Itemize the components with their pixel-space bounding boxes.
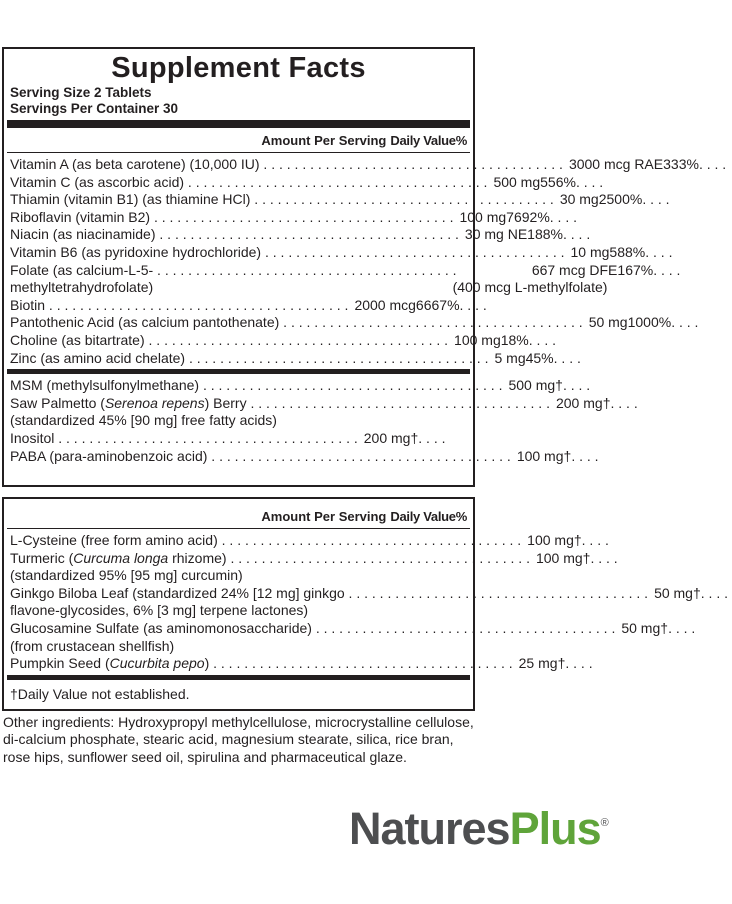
- other-ingredients: Other ingredients: Hydroxypropyl methylcellulose, microcrystalline cellulose, di-calcium phosphate, stearic acid, magnesium stearate, silica, rice bran, rose hips, sunflower seed oil, spirulina and pharmaceutical glaze.: [3, 714, 474, 765]
- amount-header-2: Amount Per Serving: [261, 509, 387, 524]
- nutrient-name-line: Thiamin (vitamin B1) (as thiamine HCl) . . . . . . . . . . . . . . . . . . . . . . . . . . . . . . . . . . . . . . .: [10, 191, 554, 208]
- nutrient-amount: [358, 430, 411, 448]
- dv-dots: . . . .: [581, 532, 613, 548]
- nutrient-name-line: [10, 655, 513, 673]
- amount-text: 2000 mcg: [354, 296, 416, 313]
- nutrient-name: [10, 620, 615, 655]
- daily-value: [527, 226, 594, 244]
- nutrient-name-line-2: (standardized 95% [95 mg] curcumin): [10, 567, 243, 584]
- daily-value: [660, 620, 699, 638]
- nutrient-name-line: [10, 395, 550, 413]
- leader-dots: . . . . . . . . . . . . . . . . . . . . . . . . . . . . . . . . . . . . . . .: [153, 261, 457, 278]
- name-italic: Curcuma longa: [73, 549, 169, 566]
- daily-value: [555, 377, 594, 395]
- servings-per-container: Servings Per Container 30: [10, 101, 179, 116]
- name-text: Pumpkin Seed (: [10, 655, 110, 672]
- daily-value: [416, 297, 491, 315]
- daily-value: [501, 332, 560, 350]
- name-italic: Cucurbita pepo: [109, 655, 205, 672]
- footnote: †Daily Value not established.: [10, 685, 190, 702]
- name-italic: Serenoa repens: [104, 394, 205, 411]
- amount-text: 500 mg: [493, 173, 541, 190]
- amount-text: 200 mg: [555, 394, 603, 411]
- nutrient-amount: [530, 550, 583, 568]
- nutrient-name-line: Niacin (as niacinamide) . . . . . . . . . . . . . . . . . . . . . . . . . . . . . . . . . . . . . . .: [10, 226, 459, 243]
- daily-value: [558, 655, 597, 673]
- daily-value: [564, 448, 603, 466]
- daily-value: [574, 532, 613, 550]
- dv-value: 333%: [663, 156, 699, 172]
- name-text: ): [204, 655, 210, 672]
- nutrient-name: [10, 448, 511, 466]
- dv-value: 188%: [527, 226, 563, 243]
- leader-dots: . . . . . . . . . . . . . . . . . . . . . . . . . . . . . . . . . . . . . . .: [45, 296, 349, 313]
- dv-dots: . . . .: [528, 331, 560, 348]
- dv-value: †: [660, 619, 669, 636]
- nutrient-amount: [513, 655, 558, 673]
- nutrient-name: [10, 244, 565, 262]
- nutrient-name-line: Choline (as bitartrate) . . . . . . . . . . . . . . . . . . . . . . . . . . . . . . . . . . . . . . .: [10, 331, 449, 348]
- nutrient-name: [10, 156, 563, 174]
- name-text: ) Berry: [204, 394, 247, 411]
- leader-dots: . . . . . . . . . . . . . . . . . . . . . . . . . . . . . . . . . . . . . . .: [246, 394, 550, 411]
- nutrient-row: [10, 655, 597, 673]
- amount-text: 200 mg: [363, 429, 411, 446]
- daily-value: [506, 209, 581, 227]
- divider-thick: [7, 120, 470, 128]
- dv-dots: . . . .: [549, 208, 581, 225]
- nutrient-row: [10, 208, 581, 227]
- dv-value: †: [602, 394, 611, 411]
- daily-value: [603, 395, 642, 413]
- nutrient-name-line: Vitamin A (as beta carotene) (10,000 IU) . . . . . . . . . . . . . . . . . . . . . . . . . . . . . . . . . . . . . . .: [10, 156, 563, 172]
- nutrient-row: [10, 261, 685, 297]
- leader-dots: . . . . . . . . . . . . . . . . . . . . . . . . . . . . . . . . . . . . . . .: [150, 208, 454, 225]
- daily-value: [410, 430, 467, 448]
- daily-value: [663, 156, 730, 174]
- nutrient-row: [10, 173, 608, 192]
- dv-dots: . . . .: [418, 429, 450, 446]
- dv-dots: . . . .: [668, 619, 700, 636]
- amount-text: 50 mg: [588, 314, 628, 331]
- leader-dots: . . . . . . . . . . . . . . . . . . . . . . . . . . . . . . . . . . . . . . .: [311, 619, 616, 636]
- dv-value: †: [557, 655, 566, 672]
- dv-dots: . . . .: [571, 447, 603, 464]
- dv-value: †: [582, 549, 591, 566]
- nutrient-name: [10, 550, 530, 585]
- nutrient-row: [10, 226, 595, 244]
- dv-dots: . . . .: [671, 314, 703, 331]
- dv-value: †: [410, 429, 419, 446]
- dv-value: 7692%: [506, 208, 550, 225]
- daily-value: [617, 262, 684, 280]
- nutrient-name: [10, 332, 448, 350]
- amount-text: 30 mg: [559, 191, 599, 208]
- name-text: Turmeric (: [10, 549, 74, 566]
- amount-text: 10 mg: [570, 243, 610, 260]
- nutrient-amount: [563, 156, 663, 174]
- leader-dots: . . . . . . . . . . . . . . . . . . . . . . . . . . . . . . . . . . . . . . .: [209, 655, 513, 672]
- nutrient-name-line: Biotin . . . . . . . . . . . . . . . . . . . . . . . . . . . . . . . . . . . . . . .: [10, 296, 349, 313]
- leader-dots: . . . . . . . . . . . . . . . . . . . . . . . . . . . . . . . . . . . . . . .: [217, 532, 522, 548]
- nutrient-name: [10, 191, 554, 209]
- panel-title: Supplement Facts: [111, 52, 366, 84]
- dv-value: 556%: [540, 173, 576, 190]
- nutrient-amount: [521, 532, 574, 550]
- nutrient-row: [10, 447, 603, 466]
- nutrient-row: [10, 296, 491, 315]
- nutrient-amount: [615, 620, 660, 638]
- dv-header: %Daily Value: [390, 133, 467, 148]
- nutrient-amount: [459, 226, 527, 244]
- nutrient-amount: [550, 395, 603, 413]
- name-text: Saw Palmetto (: [10, 394, 105, 411]
- brand-logo: [349, 803, 608, 855]
- leader-dots: . . . . . . . . . . . . . . . . . . . . . . . . . . . . . . . . . . . . . . .: [226, 549, 530, 566]
- nutrient-row: [10, 314, 703, 332]
- dv-dots: . . . .: [645, 243, 677, 260]
- nutrient-name-line-2: (from crustacean shellfish): [10, 637, 175, 654]
- nutrient-amount: [502, 377, 555, 395]
- herbal-list: [4, 529, 732, 675]
- nutrient-name: [10, 532, 521, 550]
- nutrient-name-line-2: (standardized 45% [90 mg] free fatty acids): [10, 412, 277, 429]
- name-text: rhizome): [168, 549, 227, 566]
- nutrient-amount: [511, 448, 564, 466]
- leader-dots: . . . . . . . . . . . . . . . . . . . . . . . . . . . . . . . . . . . . . . .: [144, 331, 449, 348]
- nutrient-name: [10, 377, 502, 395]
- nutrient-name-line: Riboflavin (vitamin B2) . . . . . . . . . . . . . . . . . . . . . . . . . . . . . . . . . . . . . . .: [10, 208, 454, 225]
- dv-dots: . . . .: [700, 584, 732, 601]
- nutrient-name-line: Folate (as calcium-L-5- . . . . . . . . . . . . . . . . . . . . . . . . . . . . . . . . . . . . . . .: [10, 261, 457, 278]
- amount-text: 30 mg NE: [464, 226, 528, 243]
- nutrient-amount: [452, 261, 618, 297]
- nutrient-name-line-2: methyltetrahydrofolate): [10, 279, 154, 296]
- nutrient-name: [10, 585, 648, 620]
- dv-dots: . . . .: [590, 549, 622, 566]
- nutrient-amount: [648, 585, 693, 603]
- logo-natures: Natures: [349, 803, 510, 854]
- nutrient-row: [10, 532, 613, 550]
- daily-value: [526, 350, 585, 368]
- dv-dots: . . . .: [459, 296, 491, 313]
- leader-dots: . . . . . . . . . . . . . . . . . . . . . . . . . . . . . . . . . . . . . . .: [279, 314, 583, 331]
- dv-dots: . . . .: [610, 394, 642, 411]
- nutrient-row: [10, 331, 560, 350]
- nutrient-amount: [453, 209, 506, 227]
- nutrient-row: [10, 549, 622, 585]
- dv-value: 588%: [609, 243, 646, 260]
- daily-value: [609, 244, 676, 262]
- nutrient-row: [10, 430, 467, 448]
- dv-dots: . . . .: [565, 655, 597, 672]
- nutrient-name-line: Glucosamine Sulfate (as aminomonosaccharide) . . . . . . . . . . . . . . . . . . . . . . . . . . . . . . . . . . . . . . .: [10, 619, 616, 636]
- leader-dots: . . . . . . . . . . . . . . . . . . . . . . . . . . . . . . . . . . . . . . .: [344, 584, 649, 601]
- leader-dots: . . . . . . . . . . . . . . . . . . . . . . . . . . . . . . . . . . . . . . .: [184, 173, 488, 190]
- amount-note: (400 mcg L-methylfolate): [452, 279, 608, 296]
- amount-text: 3000 mcg RAE: [568, 156, 664, 172]
- daily-value: [693, 585, 732, 603]
- nutrient-name: [10, 262, 457, 297]
- amount-text: 100 mg: [527, 532, 574, 548]
- column-header: [4, 128, 473, 152]
- other-nutrients-list: [4, 374, 642, 467]
- logo-registered: ®: [600, 817, 608, 829]
- nutrient-amount: [488, 350, 525, 368]
- dv-value: 167%: [617, 261, 654, 278]
- serving-size: Serving Size 2 Tablets: [10, 85, 152, 100]
- nutrient-amount: [487, 174, 540, 192]
- amount-text: 5 mg: [494, 349, 526, 366]
- amount-text: 100 mg: [516, 447, 564, 464]
- dv-dots: . . . .: [562, 226, 595, 243]
- nutrient-name: [10, 350, 488, 368]
- nutrient-name: [10, 209, 453, 227]
- nutrient-row: [10, 349, 585, 368]
- daily-value: [583, 550, 622, 568]
- dv-value: 6667%: [415, 296, 460, 313]
- nutrient-amount: [348, 297, 415, 315]
- nutrient-amount: [448, 332, 501, 350]
- dv-dots: . . . .: [575, 173, 608, 190]
- daily-value: [628, 314, 703, 332]
- leader-dots: . . . . . . . . . . . . . . . . . . . . . . . . . . . . . . . . . . . . . . .: [185, 349, 489, 366]
- nutrient-row: [10, 619, 700, 655]
- nutrient-name: [10, 430, 358, 448]
- nutrient-name: [10, 655, 513, 673]
- amount-text: 100 mg: [535, 549, 583, 566]
- dv-dots: . . . .: [653, 261, 685, 278]
- dv-header-2: %Daily Value: [390, 509, 467, 524]
- daily-value: [599, 191, 674, 209]
- leader-dots: . . . . . . . . . . . . . . . . . . . . . . . . . . . . . . . . . . . . . . .: [54, 429, 358, 446]
- nutrient-name: [10, 226, 459, 244]
- nutrient-amount: [583, 314, 628, 332]
- nutrient-name: [10, 297, 348, 315]
- dv-value: 2500%: [598, 191, 643, 208]
- daily-value: [540, 174, 607, 192]
- dv-dots: . . . .: [698, 156, 731, 172]
- dv-value: †: [573, 532, 582, 548]
- nutrient-row: [10, 377, 595, 395]
- amount-text: 50 mg: [654, 584, 693, 601]
- supplement-facts-panel-2: [2, 497, 732, 711]
- nutrient-row: [10, 584, 732, 620]
- dv-value: 45%: [525, 349, 554, 366]
- nutrient-name-line: Inositol . . . . . . . . . . . . . . . . . . . . . . . . . . . . . . . . . . . . . . .: [10, 429, 358, 446]
- nutrient-name-line: [10, 550, 530, 568]
- leader-dots: . . . . . . . . . . . . . . . . . . . . . . . . . . . . . . . . . . . . . . .: [199, 377, 503, 394]
- dv-value: †: [555, 377, 563, 394]
- nutrient-amount: [554, 191, 599, 209]
- nutrient-name-line: L-Cysteine (free form amino acid) . . . . . . . . . . . . . . . . . . . . . . . . . . . . . . . . . . . . . . .: [10, 532, 522, 548]
- leader-dots: . . . . . . . . . . . . . . . . . . . . . . . . . . . . . . . . . . . . . . .: [259, 156, 563, 172]
- nutrient-amount: [565, 244, 610, 262]
- amount-text: 25 mg: [518, 655, 558, 672]
- supplement-facts-panel: [2, 47, 731, 487]
- amount-header: Amount Per Serving: [261, 133, 387, 148]
- leader-dots: . . . . . . . . . . . . . . . . . . . . . . . . . . . . . . . . . . . . . . .: [250, 191, 554, 208]
- dv-dots: . . . .: [562, 377, 595, 394]
- nutrient-row: [10, 156, 731, 174]
- leader-dots: . . . . . . . . . . . . . . . . . . . . . . . . . . . . . . . . . . . . . . .: [155, 226, 459, 243]
- dv-value: 18%: [500, 331, 529, 348]
- nutrient-name-line: Zinc (as amino acid chelate) . . . . . . . . . . . . . . . . . . . . . . . . . . . . . . . . . . . . . . .: [10, 349, 489, 366]
- dv-value: †: [692, 584, 701, 601]
- amount-text: 50 mg: [621, 619, 661, 636]
- nutrient-row: [10, 394, 642, 430]
- nutrient-name: [10, 395, 550, 430]
- amount-text: 500 mg: [508, 377, 556, 394]
- leader-dots: . . . . . . . . . . . . . . . . . . . . . . . . . . . . . . . . . . . . . . .: [261, 243, 565, 260]
- nutrient-name: [10, 314, 583, 332]
- amount-text: 667 mcg DFE: [531, 261, 618, 278]
- nutrient-name-line: MSM (methylsulfonylmethane) . . . . . . . . . . . . . . . . . . . . . . . . . . . . . . . . . . . . . . .: [10, 377, 503, 394]
- nutrient-name-line: Pantothenic Acid (as calcium pantothenate) . . . . . . . . . . . . . . . . . . . . . . . . . . . . . . . . . . . . . . .: [10, 314, 583, 331]
- column-header-2: [4, 499, 473, 528]
- nutrient-row: [10, 191, 674, 209]
- amount-text: 100 mg: [454, 331, 501, 348]
- vitamin-list: [4, 153, 731, 369]
- nutrient-name-line: Vitamin C (as ascorbic acid) . . . . . . . . . . . . . . . . . . . . . . . . . . . . . . . . . . . . . . .: [10, 173, 488, 190]
- nutrient-name-line: PABA (para-aminobenzoic acid) . . . . . . . . . . . . . . . . . . . . . . . . . . . . . . . . . . . . . . .: [10, 447, 511, 464]
- dv-value: 1000%: [627, 314, 672, 331]
- nutrient-name-line: Vitamin B6 (as pyridoxine hydrochloride) . . . . . . . . . . . . . . . . . . . . . . . . . . . . . . . . . . . . . . .: [10, 243, 565, 260]
- nutrient-name-line-2: flavone-glycosides, 6% [3 mg] terpene lactones): [10, 602, 309, 619]
- nutrient-name-line: Ginkgo Biloba Leaf (standardized 24% [12 mg] ginkgo . . . . . . . . . . . . . . . . . . . . . . . . . . . . . . . . . . . . . . .: [10, 584, 649, 601]
- dv-dots: . . . .: [553, 349, 585, 366]
- nutrient-row: [10, 243, 677, 262]
- leader-dots: . . . . . . . . . . . . . . . . . . . . . . . . . . . . . . . . . . . . . . .: [207, 447, 511, 464]
- logo-plus: Plus: [509, 803, 601, 854]
- nutrient-name: [10, 174, 487, 192]
- dv-dots: . . . .: [642, 191, 674, 208]
- dv-value: †: [563, 447, 572, 464]
- amount-text: 100 mg: [459, 208, 507, 225]
